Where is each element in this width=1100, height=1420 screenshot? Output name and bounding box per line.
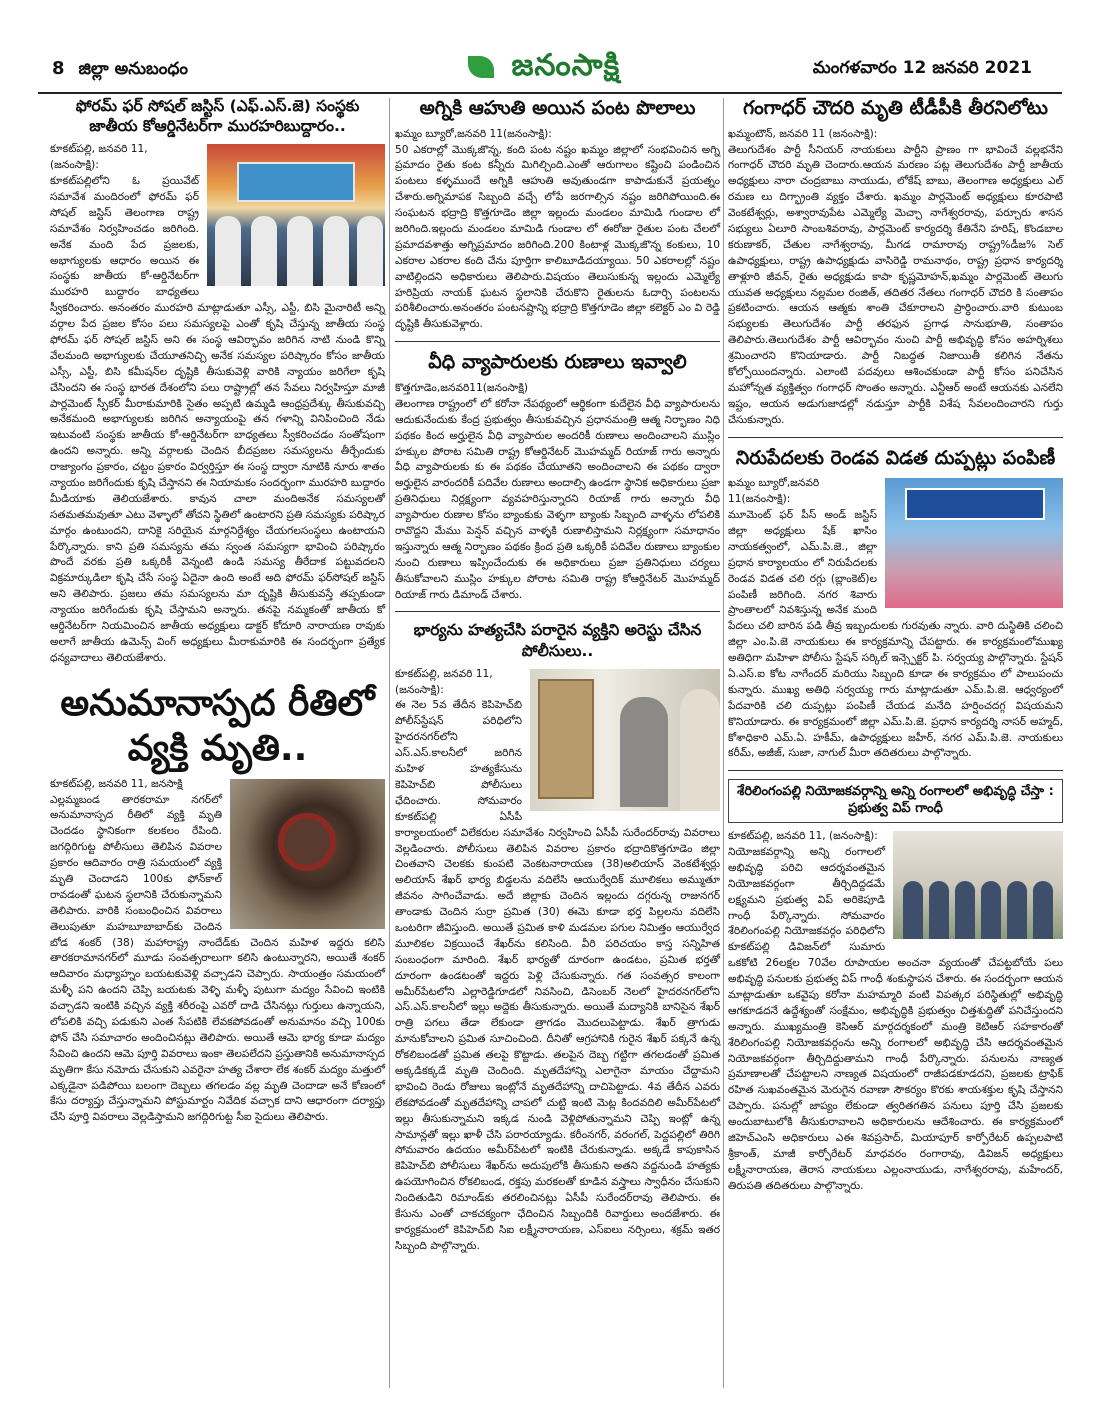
article-serilingampally-development	[728, 779, 1063, 1194]
page-number: 8	[52, 58, 65, 79]
banner-icon	[905, 488, 1045, 520]
article-body: 50 ఎకరాల్లో మొక్కజొన్న, కంది పంట నష్టం ఖమ్మం జిల్లాలో సంభవించిన అగ్ని ప్రమాదం రైతు కంట కన్నీరు మిగిల్చింది.ఎంతో ఆరుగాలం కష్టించి పండించిన పంటలు కళ్ళముందే అగ్నికి ఆహుతి అవుతుండగా కాపాడుకునే ప్రయత్నం చేశారు.అగ్నిమాపక సిబ్బంది వచ్చే లోపే జరగాల్సిన నష్టం జరిగిపోయింది.ఈ సంఘటన భద్రాద్రి కొత్తగూడెం జిల్లా ఇల్లందు మండలం మామిడి గుండాల లో జరిగింది.ఇల్లందు మండలం మామిడి గుండాల లో ఈరోజు రైతుల పంట చేలలో ప్రమాదవశాత్తు అగ్నిప్రమాదం జరిగింది.200 కింటాళ్ల మొక్కజొన్న కంకులు, 10 ఎకరాల ఎకరాల కంది చేను పూర్తిగా కాలిబూడిదయ్యాయి. 50 ఎకరాలల్లో నష్టం వాటిల్లిందని అధికారులు తెలిపారు.విషయం తెలుసుకున్న ఇల్లందు ఎమ్మెల్యే హరిప్రియ నాయక్ ఘటన స్థలానికి చేరుకొని రైతులను ఓదార్చి పంటలను పరిశీలించారు.అనంతరం పంటనష్టాన్ని భద్రాద్రి కొత్తగూడెం జిల్లా కలెక్టర్ ఎం వి రెడ్డి దృష్టికి తీసుకువెళ్లారు.	[395, 143, 720, 331]
article-headline: భార్యను హత్యచేసి పరారైన వ్యక్తిని అరెస్టు చేసిన పోలీసులు..	[413, 621, 702, 660]
person-icon	[215, 216, 241, 286]
page-header	[38, 40, 1062, 92]
article-body: తెలంగాణ రాష్ట్రంలో లో కరోనా నేపథ్యంలో ఆర్థికంగా కుదేలైన వీధి వ్యాపారులను ఆదుకునేందుకు కేంద్ర ప్రభుత్వం తీసుకువచ్చిన ప్రధానమంత్రి ఆత్మ నిర్భాణం నిధి పథకం కింద అర్హులైన వీధి వ్యాపారుల అందరికీ రుణాలు అందించాలని ముస్లిం హక్కుల పోరాట సమితి రాష్ట్ర కోఆర్డినేటర్ మొహమ్మద్ రియాజ్ గారు అన్నారు వీధి వ్యాపారులకు కు ఈ పథకం చేయూతని అందించాలని ఈ పథకం ద్వారా అర్హులైన వారందరికీ పదివేల రుణాలు అందాల్సి ఉండగా స్థానిక అధికారులు ప్రజా ప్రతినిధులు నిర్లక్ష్యంగా వ్యవహరిస్తున్నారని రియాజ్ గారు అన్నారు వీధి వ్యాపారుల రుణాల కోసం బ్యాంకుకు వెళ్ళగా బ్యాంకు సిబ్బంది వాళ్ళను లోపలికి రావొద్దని మేము పెన్షన్ వచ్చిన వాళ్ళకి రుణాలిస్తామని నిర్లక్ష్యంగా సమాధానం ఇస్తున్నారు ఆత్మ నిర్భాణం పథకం క్రింద ప్రతి ఒక్కరికీ పదివేల రుణాలు బ్యాంకుల నుంచి రుణాలు ఇప్పించేందుకు ఈ అధికారులు ప్రజా ప్రతినిధులు చర్యలు తీసుకోవాలని ముస్లిం హక్కుల పోరాట సమితి రాష్ట్ర కోఆర్డినేటర్ మొహమ్మద్ రియాజ్ గారు డిమాండ్ చేశారు.	[395, 397, 720, 601]
article-body: ఎల్లమ్మబండ తారకరామా నగర్‌లో అనుమానాస్పద రీతిలో వ్యక్తి మృతి చెందడం స్థానికంగా కలకలం రేపింది. జగద్గిరిగుట్ట పోలీసులు తెలిపిన వివరాల ప్రకారం ఆదివారం రాత్రి సమయంలో వ్యక్తి మృతి చెందాడని 100కు ఫోన్‌కాల్ రావడంతో ఘటన స్థలానికి చేరుకున్నామని తెలిపారు. వారికి సంబంధించిన వివరాలు తెలుపుతూ మహబూబాబాద్‌కు చెందిన బోడ శంకర్ (38) మహారాష్ట్ర నాందేడ్‌కు చెందిన మహిళ ఇద్దరు కలిసి తారకరామానగర్‌లో మూడు సంవత్సరాలుగా కలిసి ఉంటున్నారని, అయితే శంకర్ ఆదివారం మధ్యాహ్నం బయటకువెళ్లి వచ్చాడని చెప్పారు. సాయంత్రం సమయంలో మళ్ళీ పని ఉందని చెప్పి బయటకు వెళ్ళి మళ్ళీ పుటుగా మద్యం సేవించి ఇంటికి వచ్చాడని ఇంటికి వచ్చిన వ్యక్తి శరీరంపై ఎవరో దాడి చేసినట్లు గుర్తులు ఉన్నాయని, లోపలికి వచ్చి పడుకుని ఎంత సేపటికి లేవకపోవడంతో అనుమానం వచ్చి 100కు ఫోన్ చేసి సమాచారం అందించినట్లు తెలిపారు. అయితే ఆమె భార్య కూడా మద్యం సేవించి ఉందని ఆమె పూర్తి వివరాలు ఇంకా తెలపలేదని ప్రస్తుతానికి అనుమానాస్పద మృతిగా కేసు నమోదు చేసుకుని ఎవరైనా హత్య చేశారా లేక శంకర్ మద్యం మత్తులో ఎక్కడైనా పడిపోయి బలంగా దెబ్బలు తగలడం వల్ల మృతి చెందాడా అనే కోణంలో కేసు దర్యాప్తు చేస్తున్నామని పోస్టుమార్టం నివేదిక వచ్చాక దాని ఆధారంగా దర్యాప్తు చేసి పూర్తి వివరాలు వెల్లడిస్తామని జగద్గిరిగుట్ట సీఐ సైదులు తెలిపారు.	[50, 793, 385, 1124]
article-dateline: కూకట్‌పల్లి, జనవరి 11, (జనంసాక్షి):	[728, 830, 878, 843]
article-headline: అగ్నికి ఆహుతి అయిన పంట పొలాలు	[419, 97, 696, 119]
victim-photo	[230, 779, 385, 929]
article-dateline: కూకట్‌పల్లి, జనవరి 11, (జనంసాక్షి):	[50, 143, 148, 172]
article-body: మూమెంట్ ఫర్ పీస్ అండ్ జస్టిస్ జిల్లా అధ్యక్షులు షేక్ ఖాసిం నాయకత్వంలో, ఎమ్.పి.జె., జిల్లా ప్రధాన కార్యాలయం లో నిరుపేదలకు రెండవ విడత చలి రగ్గు (బ్లాంకెట్)ల పంపిణీ జరిగింది. నగర శివారు ప్రాంతాలలో నివశిస్తున్న అనేక మంది పేదలు చలి బారిన పడి తీవ్ర ఇబ్బందులకు గురవుతు న్నారు. వారి దుస్థితికి చలించి జిల్లా ఎం.పి.జె నాయకులు ఈ కార్యక్రమాన్ని చేపట్టారు. ఈ కార్యక్రమంలోముఖ్య అతిధిగా మహిళా పోలీసు స్టేషన్ సర్కిల్ ఇన్స్పెక్టర్ పి. సర్వయ్య పాల్గొన్నారు. స్టేషన్ ఏ.ఎస్.ఐ కోట నాగేందర్ మరియు సిబ్బంది కూడా ఈ కార్యక్రమం లో పాలుపంచు కున్నారు. ముఖ్య అతిధి సర్వయ్య గారు మాట్లాడుతూ ఎమ్.పి.జె. ఆధ్వర్యంలో పేదవారికి చలి దుప్పట్లు పంపిణీ చేయడ మనేది హర్షించదగ్గ విషయమని కొనియాడారు. ఈ కార్యక్రమంలో జిల్లా ఎమ్.పి.జె. ప్రధాన కార్యదర్శి నాసర్ అహ్మద్, కోశాధికారి ఎమ్.ఏ. హకీమ్, ఉపాధ్యక్షులు జహీర్, నగర ఎమ్.పి.జె. నాయకులు కరీమ్, అజీజ్, సుజా, నాగుల్ మీరా తదితరులు పాల్గొన్నారు.	[728, 509, 1063, 760]
masthead-title: జనంసాక్షి	[511, 48, 621, 83]
article-blanket-distribution	[728, 446, 1063, 763]
article-forum-social-justice	[50, 96, 385, 667]
shelf-icon	[538, 679, 594, 799]
article-dateline: ఖమ్మంటౌన్, జనవరి 11 (జనంసాక్షి):	[728, 127, 878, 140]
article-street-vendor-loans	[395, 350, 720, 603]
person-icon	[981, 881, 1001, 939]
article-headline: అనుమానాస్పద రీతిలో వ్యక్తి మృతి..	[60, 682, 375, 769]
person-icon	[323, 216, 349, 286]
article-body: కూకట్‌పల్లిలోని ఓ ప్రయివేట్ సమావేశ మందిరంలో ఫోరమ్ ఫర్ సోషల్ జస్టిస్ తెలంగాణ రాష్ట్ర సమావేశం నిర్వహించడం జరిగింది. అనేక మంది పేద ప్రజలకు, అభాగ్యులకు ఆధారం అయిన ఈ సంస్థకు జాతీయ కో-ఆర్డినేటర్‌గా మురహరి బుద్దారం బాధ్యతలు స్వీకరించారు. అనంతరం మురహరి మాట్లాడుతూ ఎస్సీ, ఎస్టీ, బిసి మైనారిటీ అన్ని వర్గాల పేద ప్రజల కోసం పలు సమస్యలపై ఎంతో కృషి చేస్తున్న జాతీయ సంస్థ ఫోరమ్ ఫర్ సోషల్ జస్టిస్ అని ఈ సంస్థ ఆవిర్భావం జరిగిన నాటి నుండి కొన్ని వేలమంది అభాగ్యులకు చేయూతనిచ్చి అనేక సమస్యల పరిష్కారం కోసం జాతీయ ఎస్సీ, ఎస్టీ, బిసి కమీషన్‌ల దృష్టికి తీసుకువెళ్లి వారికి న్యాయం జరిగేలా కృషి చేసిందని ఈ సంస్థ భారత దేశంలోని పలు రాష్ట్రాల్లో తన సేవలు నిర్వహిస్తూ మాజీ పార్లమెంట్ స్పీకర్ మీరాకుమారికి సైతం అప్పటి ఉమ్మడి ఆంధ్రప్రదేశ్కు తీసుకువచ్చి అనేకమంది అభాగ్యులకు జరిగిన అన్యాయంపై తన గళాన్ని వినిపించింది నేడు ఇటువంటి సంస్థకు జాతీయ కో-ఆర్డినేటర్‌గా బాధ్యతలు స్వీకరించడం సంతోషంగా ఉందని అన్నారు. అన్ని వర్గాలకు చెందిన బీదప్రజల సమస్యలను తీర్చేందుకు రాజ్యాంగం ప్రకారం, చట్టం ప్రకారం విర్వర్తిస్తూ ఈ సంస్థ ద్వారా నూటికి నూరు శాతం న్యాయం జరిగేందుకు కృషి చేస్తానని ఈ నియామకం సందర్భంగా మురహరి బుద్దారం మీడియాకు తెలియజేశారు. కావున చాలా మందిఅనేక సమస్యలతో సతమతమవుతూ ఎటు వెళ్ళాలో తోచని స్థితిలో ఉంటారని ప్రతి సమస్యకు పరిష్కార మార్గం ఉంటుందని, దానికై సరియైన మార్గనిర్దేశ్యం చేయగలసంస్థలు ఉంటాయని పేర్కొన్నారు. కాని ప్రతి సమస్యను తమ స్వంత సమస్యగా భావించి పరిష్కారం పొందే వరకు ప్రతి ఒక్కరికీ వెన్నంటి ఉండి సమస్య తీరేదాక పట్టువదలని విక్రమార్కుడిలా కృషి చేసే సంస్థ ఏదైనా ఉంది అంటే అది ఫోరమ్ ఫర్‌సోషల్ జస్టిస్ అని తెలిపారు. ప్రజలు తమ సమస్యలను మా దృష్టికి తీసుకువస్తే తప్పకుండా న్యాయం జరిగేందుకు కృషి చేస్తామని అన్నారు. తనపై నమ్మకంతో జాతీయ కో ఆర్డినేటర్‌గా నియమించిన జాతీయ అధ్యక్షులు డాక్టర్ కోదూరి నారాయణ రావుకు అలాగే జాతీయ ఉమెన్స్ వింగ్ అధ్యక్షులు మీరాకుమారికి ఈ సందర్భంగా ప్రత్యేక ధన్యవాదాలు తెలియజేశారు.	[50, 175, 385, 664]
person-icon	[955, 881, 975, 939]
article-headline: శేరిలింగంపల్లి నియోజకవర్గాన్ని అన్ని రంగాలలో అభివృద్ధి చేస్తా : ప్రభుత్వ విప్ గాంధీ	[728, 779, 1063, 823]
issue-date: మంగళవారం 12 జనవరి 2021	[812, 58, 1032, 78]
column-divider	[723, 98, 724, 1388]
article-headline: గంగాధర్ చౌదరి మృతి టీడీపీకి తీరనిలోటు	[743, 97, 1048, 119]
article-dateline: కూకట్‌పల్లి, జనవరి 11, (జనంసాక్షి):	[395, 667, 493, 696]
column-divider	[389, 98, 390, 1388]
person-icon	[251, 216, 277, 286]
face-icon	[278, 813, 336, 871]
article-divider	[728, 770, 1063, 771]
article-body: నియోజకవర్గాన్ని అన్ని రంగాలలో అభివృద్ధి పరిచి ఆదర్శవంతమైన నియోజకవర్గంగా తీర్చిదిద్దడమే లక్ష్యమని ప్రభుత్వ విప్ అరికెపూడి గాంధీ పేర్కొన్నారు. సోమవారం శేరిలింగంపల్లి నియోజకవర్గం పరిధిలోని కూకట్‌పల్లి డివిజన్‌లో సుమారు ఒకకోటి 26లక్షల 70వేల రూపాయల అంచనా వ్యయంతో చేపట్టబోయే పలు అభివృద్ధి పనులకు ప్రభుత్వ విప్ గాంధీ శంకుస్థాపన చేశారు. ఈ సందర్భంగా ఆయన మాట్లాడుతూ ఒకవైపు కరోనా మహమ్మారి వంటి విపత్కర పరిస్థితుల్లో అభివృద్ధి ఆగకూడదనే ఉద్దేశ్యంతో సంక్షేమం, అభివృద్ధికి ప్రభుత్వం చిత్తశుద్ధితో పనిచేస్తుందని అన్నారు. ముఖ్యమంత్రి కెసిఆర్ మార్గదర్శకంలో మంత్రి కెటిఆర్ సహకారంతో శేరిలింగంపల్లి నియోజకవర్గంను అన్ని రంగాలలో అభివృద్ధి చేసి ఆదర్శవంతమైన నియోజకవర్గంగా తీర్చిదిద్దుతామని గాంధీ పేర్కొన్నారు. పనులను నాణ్యత ప్రమాణాలతో చేపట్టాలని నాణ్యత విషయంలో రాజీపడకూడదని, ప్రజలకు ట్రాఫిక్ రహిత సుఖవంతమైన మెరుగైన రవాణా సౌకర్యం కొరకు శాయశక్తుల కృషి చేస్తానని చెప్పారు. పనుల్లో జాప్యం లేకుండా త్వరితగతిన పనులు పూర్తి చేసి ప్రజలకు అందుబాటులోకి తీసుకురావాలని అధికారులను ఆదేశించారు. ఈ కార్యక్రమంలో జిహెచ్ఎంసి అధికారులు ఎఈ శివప్రసాద్, మియాపూర్ కార్పోరేటర్ ఉప్పలపాటి శ్రీకాంత్, మాజీ కార్పోరేటర్ మాధవరం రంగారావు, డివిజన్ అధ్యక్షులు లక్ష్మీనారాయణ, తెరాస నాయకులు ఎల్లంనాయుడు, నాగేశ్వరరావు, మహేందర్, తిరుపతి తదితరులు పాల్గొన్నారు.	[728, 846, 1063, 1192]
person-icon	[929, 881, 949, 939]
masthead	[468, 48, 620, 90]
article-body: తెలుగుదేశం పార్టీ సీనియర్ నాయకులు పార్టీని ప్రాణం గా భావించే వల్లభనేని గంగాధర్ చౌదరి మృతి చెందారు.ఆయన మరణం పట్ల తెలుగుదేశం పార్టీ జాతీయ అధ్యక్షులు నారా చంద్రబాబు నాయుడు, లోకేష్ బాబు, తెలంగాణ అధ్యక్షులు ఎల్ రమణ లు దిగ్భ్రాంతి వ్యక్తం చేశారు. ఖమ్మం పార్లమెంట్ అధ్యక్షులు కూరపాటి వెంకటేశ్వర్లు, అశ్వారావుపేట ఎమ్మెల్యే మెచ్చా నాగేశ్వరరావు, పర్చూరు శాసన సభ్యులు ఏలూరి సాంబశివరావు, పార్లమెంట్ కార్యదర్శి కేతినేని హరిష్, కొండబాల కరుణాకర్, చేతుల నాగేశ్వరావు, మీగడ రామారావు రాష్ట్ర%డీజ% సెల్ ఉపాధ్యక్షులు, రాష్ట్ర ఉపాధ్యక్షుడు వాసిరెడ్డి రామనాథం, రాష్ట్ర ప్రధాన కార్యదర్శి తాళ్లూరి జీవన్, రైతు అధ్యక్షుడు కాపా కృష్ణమోహన్,ఖమ్మం పార్లమెంట్ తెలుగు యువత అధ్యక్షులు నల్లమల రంజిత్, తదితర నేతలు గంగాధర్ చౌదరి కి సంతాపం ప్రకటించారు. ఆయన ఆత్మకు శాంతి చేకూరాలని ప్రార్ధించారు.వారి కుటుంబ సభ్యులకు తెలుగుదేశం పార్టీ తరఫున ప్రగాఢ సానుభూతి, సంతాపం తెలిపారు.తెలుగుదేశం పార్టీ ఆవిర్భావం నుంచి పార్టీ అభివృద్ధి కోసం అహర్నిశలు శ్రమించారని కొనియాడారు. పార్టీ నిబద్ధత నిజాయితీ కలిగిన నేతను కోల్పోయిందన్నారు. ఎలాంటి పదవులు ఆశించకుండా పార్టీ కోసం పనిచేసిన మహోన్నత వ్యక్తిత్వం గంగాధర్ సొంతం అన్నారు. ఎన్టీఆర్ అంటే ఆయనకు ఎనలేని ఇష్టం, ఆయన అడుగుజాడల్లో నడుస్తూ పార్టీకి విశేష సేవలందించారని గుర్తు చేసుకున్నారు.	[728, 143, 1063, 426]
person-icon	[620, 697, 668, 807]
article-gangadhar-chowdary	[728, 96, 1063, 429]
column-3	[728, 96, 1063, 1195]
header-rule	[38, 92, 1062, 94]
person-icon	[357, 216, 383, 286]
article-dateline: ఖమ్మం బ్యూరో,జనవరి 11(జనంసాక్షి):	[395, 127, 552, 140]
person-icon	[287, 216, 313, 286]
person-icon	[1033, 881, 1053, 939]
masthead-logo-icon	[468, 56, 494, 78]
article-dateline: ఖమ్మం బ్యూరో,జనవరి 11(జనంసాక్షి):	[728, 477, 820, 506]
arrest-photo	[530, 669, 720, 811]
section-name: జిల్లా అనుబంధం	[78, 59, 189, 79]
article-dateline: కూకట్‌పల్లి, జనవరి 11, జనసాక్షి	[50, 777, 183, 790]
works-photo	[893, 831, 1063, 939]
person-icon	[680, 689, 720, 811]
article-headline: ఫోరమ్ ఫర్ సోషల్ జస్టిస్ (ఎఫ్.ఎస్.జె) సంస్థకు జాతీయ కోఆర్డినేటర్‌గా మురహరిబుద్దారం..	[75, 97, 360, 136]
article-divider	[728, 437, 1063, 438]
meeting-photo	[207, 144, 385, 286]
article-wife-murder-arrest	[395, 620, 720, 1254]
column-2	[395, 96, 720, 1255]
article-headline: నిరుపేదలకు రెండవ విడత దుప్పట్లు పంపిణీ	[735, 446, 1056, 469]
article-suspicious-death	[50, 681, 385, 1127]
article-headline: వీధి వ్యాపారులకు రుణాలు ఇవ్వాలి	[428, 351, 687, 374]
column-1	[50, 96, 385, 1126]
banner-icon	[237, 162, 355, 202]
page-section	[52, 58, 188, 83]
article-divider	[395, 341, 720, 342]
person-icon	[1007, 881, 1027, 939]
blanket-photo	[885, 478, 1063, 608]
article-dateline: కొత్తగూడెం,జనవరి11(జనంసాక్షి)	[395, 381, 529, 394]
article-divider	[395, 611, 720, 612]
article-body: ఈ నెల 5వ తేదీన కెపిహెచ్‌బి పోలీస్‌స్టేషన్ పరిధిలోని హైదరనగర్‌లోని ఎస్.ఎస్.కాలనీలో జరిగిన మహిళ హత్యకేసును కెపిహెచ్‌బి పోలీసులు ఛేదించారు. సోమవారం కూకట్‌పల్లి ఏసీపీ కార్యాలయంలో విలేకరుల సమావేశం నిర్వహించి ఏసీపీ సురేందర్‌రావు వివరాలు వెల్లడించారు. పోలీసులు తెలిపిన వివరాల ప్రకారం భద్రాదికొత్తగూడెం జిల్లా చింతవాని చెలకకు కుంపటి వెంకటనారాయణ (38)అలియాస్ వెంకటేశ్వర్లు అలియాస్ శేఖర్ భార్య బిడ్డలను వదిలేసి ఆయుర్వేదిక్ మూలికలు అమ్ముతూ జీవనం సాగించేవాడు. అదే జిల్లాకు చెందిన ఇల్లందు దగ్గరున్న రాజునగర్ తాండాకు చెందిన సుర్రా ప్రమిత (30) ఈమె కూడా భర్త పిల్లలను వదిలేసి ఒంటరిగా జీవిస్తుంది. అయితే ప్రమిత కాళి మడమల పగుల నిమిత్తం ఆయుర్వేద మూలికల విక్రయించే శేఖర్‌ను కలిసింది. వీరి పరిచయం కాస్త సన్నిహిత సంబంధంగా మారింది. శేఖర్ భార్యతో దూరంగా ఉండటం, ప్రమిత భర్తతో దూరంగా ఉండటంతో ఇద్దరు పెళ్లి చేసుకున్నారు. గత సంవత్సర కాలంగా అమీర్‌పేటలోని ఎల్లారెడ్డిగూడలో నివసించి, డిసెంబర్ నెలలో హైదరనగర్‌లోని ఎస్.ఎస్.కాలనీలో ఇల్లు అద్దెకు తీసుకున్నారు. అయితే మద్యానికి బానిసైన శేఖర్ రాత్రి పగలు తేడా లేకుండా త్రాగడం మొదలుపెట్టాడు. శేఖర్ త్రాగుడు మానుకోవాలని ప్రమిత సూచించింది. దీనితో ఆగ్రహానికి గురైన శేఖర్ పక్కనే ఉన్న రోకలిబండతో ప్రమిత తలపై కొట్టాడు. తలపైన దెబ్బ గట్టిగా తగలడంతో ప్రమిత అక్కడికక్కడే మృతి చెందింది. మృతదేహాన్ని ఎలాగైనా మాయం చేద్దామని భావించి రెండు రోజులు ఇంట్లోనే మృతదేహాన్ని దాచిపెట్టాడు. 4వ తేదీన ఎవరు లేకపోవడంతో మృతదేహాన్ని చాపలో చుట్టి ఇంటి మెట్ల కిందవదిలి అమీర్‌పేటలో ఇల్లు తీసుకున్నామని ఇక్కడ నుండి వెళ్లిపోతున్నామని చెప్పి ఇంట్లో ఉన్న సామాన్లతో ఇల్లు ఖాళీ చేసి పరారయ్యాడు. కరీంనగర్, వరంగల్, పెద్దపల్లిలో తిరిగి సోమవారం ఉదయం అమీర్‌పేటలో ఇంటికి చేరుకున్నాడు. అక్కడే కాపుకాసిన కెపిహెచ్‌బి పోలీసులు శేఖర్‌ను అదుపులోకి తీసుకుని అతని వద్దనుండి హత్యకు ఉపయోగించిన రోకలిబండ, రక్తపు మరకలతో కూడిన వస్త్రాలు స్వాధీనం చేసుకుని నిందితుడిని రిమాండ్‌కు తరలించినట్లు ఏసీపీ సురేందర్‌రావు తెలిపారు. ఈ కేసును ఎంతో చాకచక్యంగా ఛేదించిన సిబ్బందికి రివార్డులు అందజేశారు. ఈ కార్యక్రమంలో కెపిహెచ్‌బి సిఐ లక్ష్మీనారాయణ, ఎస్ఐలు నర్సింలు, శక్రమ్ ఇతర సిబ్బంది పాల్గొన్నారు.	[395, 699, 720, 1252]
article-crop-fire	[395, 96, 720, 333]
person-icon	[903, 881, 923, 939]
